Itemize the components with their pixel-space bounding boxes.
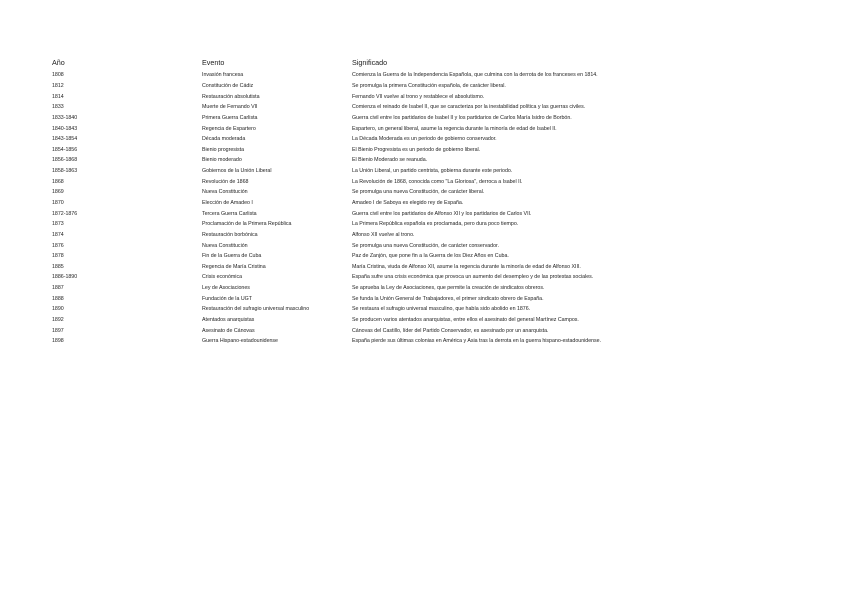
table-row (52, 272, 692, 283)
cell-year: 1858-1863 (52, 168, 78, 175)
cell-meaning: Se funda la Unión General de Trabajadores, el primer sindicato obrero de España. (352, 295, 544, 302)
table-row (52, 81, 692, 92)
cell-year: 1878 (52, 253, 64, 260)
cell-event: Década moderada (202, 136, 246, 143)
table-header-row (52, 56, 692, 69)
table-row (52, 166, 692, 177)
cell-event: Constitución de Cádiz (202, 82, 254, 89)
cell-year: 1890 (52, 306, 64, 313)
cell-event: Asesinato de Cánovas (202, 327, 255, 334)
cell-event: Nueva Constitución (202, 242, 248, 249)
cell-meaning: El Bienio Moderado se reanuda. (352, 157, 428, 164)
cell-event: Nueva Constitución (202, 189, 248, 196)
cell-event: Bienio progresista (202, 146, 245, 153)
table-row (52, 336, 692, 347)
cell-meaning: Cánovas del Castillo, líder del Partido Conservador, es asesinado por un anarquista. (352, 327, 549, 334)
cell-meaning: Comienza la Guerra de la Independencia Española, que culmina con la derrota de los franceses en 1814. (352, 72, 598, 79)
table-row (52, 144, 692, 155)
cell-event: Guerra Hispano-estadounidense (202, 338, 278, 345)
cell-event: Primera Guerra Carlista (202, 114, 258, 121)
cell-meaning: Se restaura el sufragio universal masculino, que había sido abolido en 1876. (352, 306, 531, 313)
cell-event: Ley de Asociaciones (202, 285, 250, 292)
table-row (52, 102, 692, 113)
header-event: Evento (202, 58, 225, 67)
cell-event: Elección de Amadeo I (202, 200, 253, 206)
cell-event: Tercera Guerra Carlista (202, 210, 257, 217)
cell-year: 1808 (52, 72, 64, 79)
cell-event: Restauración absolutista (202, 93, 260, 100)
cell-year: 1876 (52, 242, 64, 249)
table-row (52, 176, 692, 187)
cell-event: Fundación de la UGT (202, 295, 252, 302)
cell-meaning: Alfonso XII vuelve al trono. (352, 231, 415, 238)
cell-meaning: España sufre una crisis económica que provoca un aumento del desempleo y de las protestas sociales. (352, 274, 594, 281)
cell-event: Restauración borbónica (202, 231, 258, 238)
cell-meaning: Se producen varios atentados anarquistas, entre ellos el asesinato del general Martínez Campos. (352, 317, 579, 324)
cell-meaning: España pierde sus últimas colonias en América y Asia tras la derrota en la guerra hispano-estadounidense. (352, 338, 602, 345)
cell-year: 1873 (52, 221, 64, 228)
table-row (52, 134, 692, 145)
cell-meaning: Comienza el reinado de Isabel II, que se caracteriza por la inestabilidad política y las guerras civiles. (352, 104, 586, 111)
cell-meaning: Fernando VII vuelve al trono y restablece el absolutismo. (352, 93, 485, 100)
cell-year: 1869 (52, 189, 64, 196)
table-row (52, 230, 692, 241)
cell-year: 1856-1868 (52, 157, 78, 164)
cell-year: 1885 (52, 263, 64, 270)
cell-meaning: Se promulga una nueva Constitución, de carácter conservador. (352, 242, 499, 249)
cell-year: 1870 (52, 200, 64, 206)
cell-year: 1897 (52, 327, 64, 334)
cell-year: 1874 (52, 231, 64, 238)
cell-year: 1833 (52, 104, 64, 111)
table-row (52, 198, 692, 209)
table-body (52, 70, 692, 347)
cell-year: 1868 (52, 178, 64, 185)
table-row (52, 219, 692, 230)
cell-meaning: La Unión Liberal, un partido centrista, gobierna durante este periodo. (352, 168, 513, 175)
cell-year: 1812 (52, 82, 64, 89)
cell-event: Revolución de 1868 (202, 178, 249, 185)
cell-event: Crisis económica (202, 274, 243, 281)
cell-meaning: La Década Moderada es un periodo de gobierno conservador. (352, 136, 497, 143)
cell-meaning: Se aprueba la Ley de Asociaciones, que permite la creación de sindicatos obreros. (352, 285, 545, 292)
cell-event: Fin de la Guerra de Cuba (202, 253, 262, 260)
cell-year: 1887 (52, 285, 64, 292)
timeline-table (52, 56, 692, 347)
cell-event: Muerte de Fernando VII (202, 104, 258, 111)
table-row (52, 187, 692, 198)
table-row (52, 155, 692, 166)
cell-year: 1898 (52, 338, 64, 345)
table-row (52, 123, 692, 134)
cell-event: Atentados anarquistas (202, 317, 255, 324)
table-row (52, 91, 692, 102)
table-row (52, 315, 692, 326)
cell-meaning: El Bienio Progresista es un periodo de gobierno liberal. (352, 146, 481, 153)
cell-event: Proclamación de la Primera República (202, 221, 292, 228)
cell-event: Regencia de María Cristina (202, 263, 266, 270)
cell-year: 1843-1854 (52, 136, 78, 143)
cell-event: Gobiernos de la Unión Liberal (202, 168, 272, 175)
cell-meaning: Guerra civil entre los partidarios de Isabel II y los partidarios de Carlos María Isidro de Borbón. (352, 114, 572, 121)
cell-meaning: Paz de Zanjón, que pone fin a la Guerra de los Diez Años en Cuba. (352, 253, 509, 260)
table-row (52, 262, 692, 273)
cell-meaning: Se promulga la primera Constitución española, de carácter liberal. (352, 82, 506, 89)
header-meaning: Significado (352, 58, 388, 67)
cell-year: 1840-1843 (52, 125, 78, 132)
header-year: Año (52, 58, 65, 67)
cell-year: 1814 (52, 93, 64, 100)
cell-year: 1888 (52, 295, 64, 302)
table-row (52, 304, 692, 315)
cell-meaning: La Revolución de 1868, conocida como "La Gloriosa", derroca a Isabel II. (352, 178, 523, 185)
cell-meaning: María Cristina, viuda de Alfonso XII, asume la regencia durante la minoría de edad de Alfonso XIII. (352, 263, 581, 270)
table-row (52, 113, 692, 124)
table-row (52, 293, 692, 304)
cell-meaning: Amadeo I de Saboya es elegido rey de España. (352, 200, 464, 206)
table-row (52, 283, 692, 294)
cell-meaning: Guerra civil entre los partidarios de Alfonso XII y los partidarios de Carlos VII. (352, 210, 532, 217)
cell-year: 1833-1840 (52, 114, 78, 121)
cell-year: 1872-1876 (52, 210, 78, 217)
table-row (52, 240, 692, 251)
table-row (52, 325, 692, 336)
cell-event: Regencia de Espartero (202, 125, 256, 132)
cell-event: Bienio moderado (202, 157, 242, 164)
cell-event: Invasión francesa (202, 72, 244, 79)
table-row (52, 208, 692, 219)
cell-meaning: Espartero, un general liberal, asume la regencia durante la minoría de edad de Isabel II. (352, 125, 557, 132)
cell-year: 1854-1856 (52, 146, 78, 153)
cell-year: 1886-1890 (52, 274, 78, 281)
table-row (52, 251, 692, 262)
cell-meaning: La Primera República española es proclamada, pero dura poco tiempo. (352, 221, 519, 228)
cell-meaning: Se promulga una nueva Constitución, de carácter liberal. (352, 189, 485, 196)
cell-event: Restauración del sufragio universal masculino (202, 306, 310, 313)
table-row (52, 70, 692, 81)
cell-year: 1892 (52, 317, 64, 324)
